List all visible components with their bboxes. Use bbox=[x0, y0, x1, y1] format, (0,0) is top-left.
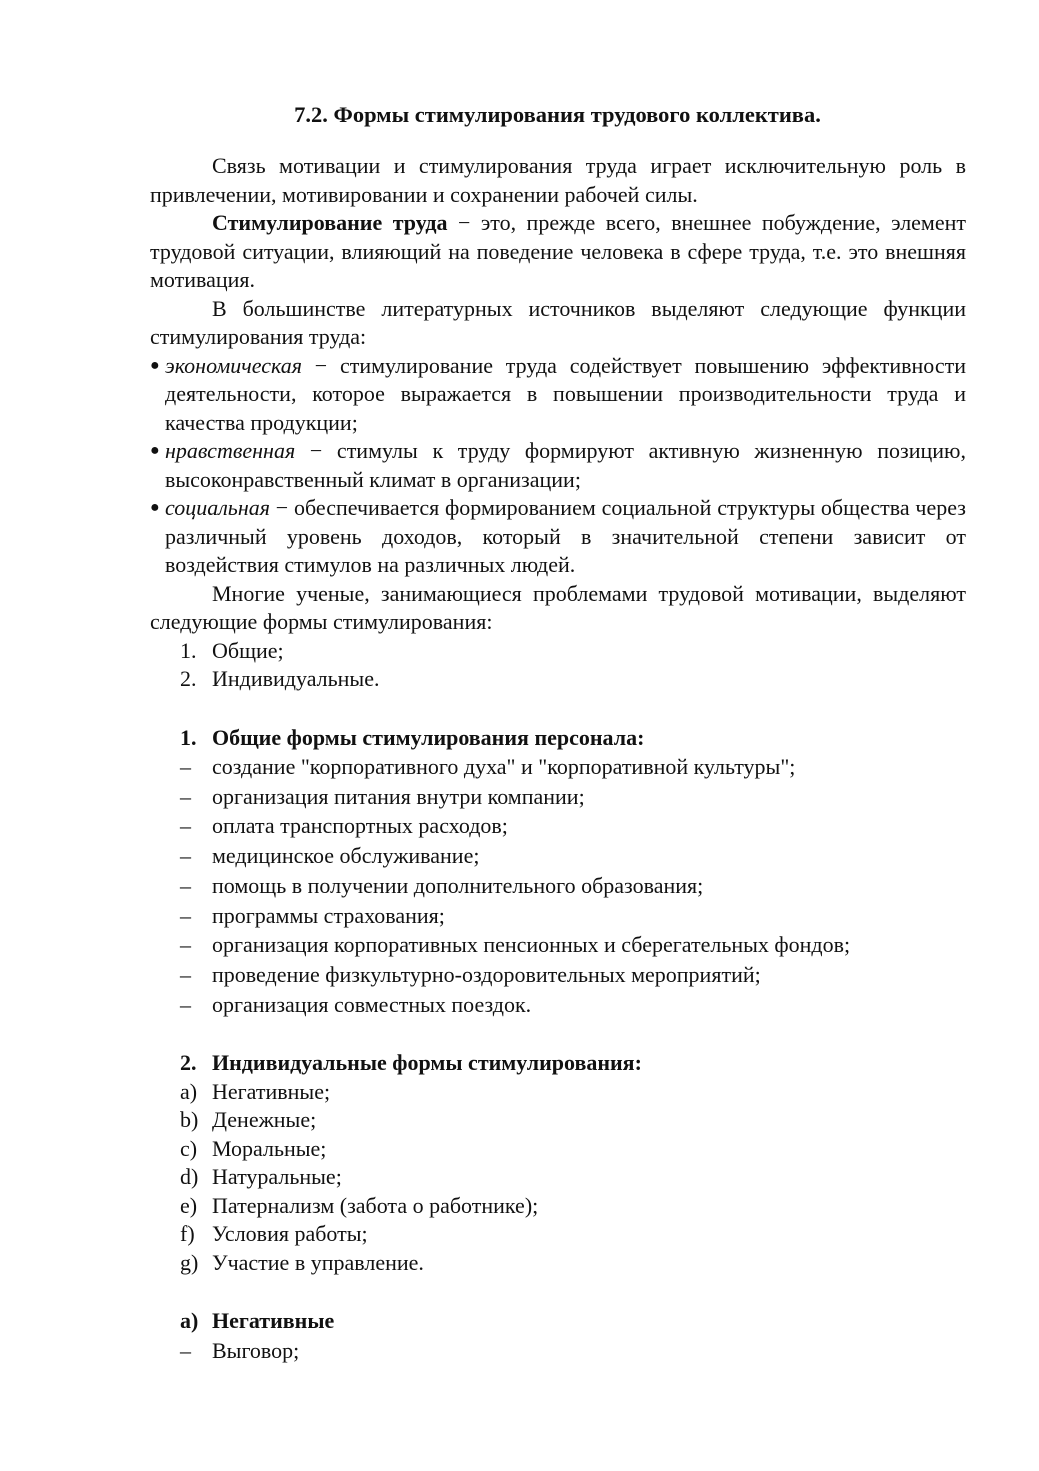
definition-text: − это, прежде всего, внешнее побуждение, элемент трудовой ситуации, влияющий на поведение человека в сфере труда, т.е. это внешняя мотивация. bbox=[150, 210, 967, 292]
document-body bbox=[150, 152, 966, 1366]
list-item-label: помощь в получении дополнительного образования; bbox=[212, 872, 704, 898]
forms-list bbox=[150, 637, 966, 694]
list-item-label: организация корпоративных пенсионных и сберегательных фондов; bbox=[212, 932, 851, 958]
list-item-label: Денежные; bbox=[212, 1107, 317, 1133]
forms-intro-paragraph: Многие ученые, занимающиеся проблемами трудовой мотивации, выделяют следующие формы стимулирования: bbox=[150, 580, 966, 634]
list-item bbox=[150, 871, 966, 901]
list-item bbox=[150, 930, 966, 960]
general-forms-heading bbox=[150, 724, 966, 753]
dash-icon: – bbox=[180, 843, 191, 869]
function-item bbox=[150, 494, 966, 580]
list-item-label: Общие; bbox=[212, 637, 284, 663]
list-item bbox=[150, 901, 966, 931]
general-forms-list bbox=[150, 752, 966, 1019]
list-item bbox=[150, 665, 966, 694]
dash-icon: – bbox=[180, 813, 191, 839]
list-item bbox=[150, 752, 966, 782]
function-text: − обеспечивается формированием социальной структуры общества через различный уровень доходов, который в значительной степени зависит от воздействия стимулов на различных людей. bbox=[165, 495, 966, 577]
list-item bbox=[150, 1106, 966, 1135]
dash-icon: – bbox=[180, 902, 191, 928]
bullet-icon: ● bbox=[150, 499, 160, 516]
list-item bbox=[150, 1163, 966, 1192]
list-item-label: Условия работы; bbox=[212, 1221, 368, 1247]
list-item bbox=[150, 782, 966, 812]
intro-paragraph-1: Связь мотивации и стимулирования труда играет исключительную роль в привлечении, мотивировании и сохранении рабочей силы. bbox=[150, 153, 966, 207]
heading-letter: a) bbox=[180, 1308, 199, 1334]
list-item bbox=[150, 1249, 966, 1278]
list-item-label: Индивидуальные. bbox=[212, 666, 380, 691]
bullet-icon: ● bbox=[150, 356, 160, 374]
dash-icon: – bbox=[180, 991, 191, 1017]
intro-paragraph-2 bbox=[150, 209, 966, 295]
section-title: 7.2. Формы стимулирования трудового коллектива. bbox=[294, 102, 821, 127]
list-item bbox=[150, 637, 966, 666]
negative-forms-list bbox=[150, 1336, 966, 1366]
list-item-label: медицинское обслуживание; bbox=[212, 843, 480, 869]
list-item-label: Натуральные; bbox=[212, 1164, 342, 1190]
individual-forms-heading bbox=[150, 1049, 966, 1078]
list-item bbox=[150, 1078, 966, 1107]
list-item bbox=[150, 1192, 966, 1221]
list-item bbox=[150, 841, 966, 871]
list-number: 2. bbox=[180, 666, 197, 691]
dash-icon: – bbox=[180, 872, 191, 898]
list-item-label: проведение физкультурно-оздоровительных мероприятий; bbox=[212, 961, 761, 987]
intro-paragraph-3: В большинстве литературных источников выделяют следующие функции стимулирования труда: bbox=[150, 295, 966, 349]
dash-icon: – bbox=[180, 961, 191, 987]
function-term: экономическая bbox=[165, 352, 302, 378]
list-letter: a) bbox=[180, 1078, 198, 1104]
list-item-label: Негативные; bbox=[212, 1078, 331, 1104]
function-item bbox=[150, 437, 966, 494]
dash-icon: – bbox=[180, 1337, 191, 1363]
function-text: − стимулирование труда содействует повышению эффективности деятельности, которое выражается в повышении производительности труда и качества продукции; bbox=[165, 352, 966, 435]
list-letter: d) bbox=[180, 1164, 199, 1190]
list-letter: f) bbox=[180, 1221, 195, 1247]
list-item-label: Патернализм (забота о работнике); bbox=[212, 1192, 539, 1218]
function-term: нравственная bbox=[165, 438, 296, 463]
heading-number: 1. bbox=[180, 724, 197, 750]
function-term: социальная bbox=[165, 495, 270, 520]
dash-icon: – bbox=[180, 932, 191, 958]
list-letter: c) bbox=[180, 1135, 198, 1161]
dash-icon: – bbox=[180, 783, 191, 809]
definition-term: Стимулирование труда bbox=[212, 210, 448, 235]
list-item-label: создание "корпоративного духа" и "корпоративной культуры"; bbox=[212, 754, 796, 779]
functions-list bbox=[150, 352, 966, 580]
list-item-label: организация питания внутри компании; bbox=[212, 783, 585, 809]
list-letter: g) bbox=[180, 1249, 199, 1275]
list-item bbox=[150, 960, 966, 990]
dash-icon: – bbox=[180, 754, 191, 779]
list-item-label: Выговор; bbox=[212, 1337, 300, 1363]
list-item-label: оплата транспортных расходов; bbox=[212, 813, 508, 839]
list-item bbox=[150, 1336, 966, 1366]
list-item bbox=[150, 1220, 966, 1249]
list-item bbox=[150, 1135, 966, 1164]
negative-forms-heading bbox=[150, 1307, 966, 1336]
heading-number: 2. bbox=[180, 1050, 197, 1076]
individual-forms-list bbox=[150, 1078, 966, 1278]
list-item-label: организация совместных поездок. bbox=[212, 991, 532, 1017]
list-item-label: Участие в управление. bbox=[212, 1249, 424, 1275]
list-number: 1. bbox=[180, 637, 197, 663]
heading-text: Негативные bbox=[212, 1308, 335, 1334]
bullet-icon: ● bbox=[150, 442, 160, 459]
function-item bbox=[150, 352, 966, 438]
list-letter: b) bbox=[180, 1107, 199, 1133]
function-text: − стимулы к труду формируют активную жизненную позицию, высоконравственный климат в организации; bbox=[165, 438, 966, 492]
list-item-label: Моральные; bbox=[212, 1135, 327, 1161]
list-item bbox=[150, 990, 966, 1020]
list-item bbox=[150, 811, 966, 841]
list-item-label: программы страхования; bbox=[212, 902, 445, 928]
heading-text: Общие формы стимулирования персонала: bbox=[212, 724, 645, 750]
list-letter: e) bbox=[180, 1192, 198, 1218]
heading-text: Индивидуальные формы стимулирования: bbox=[212, 1050, 642, 1076]
